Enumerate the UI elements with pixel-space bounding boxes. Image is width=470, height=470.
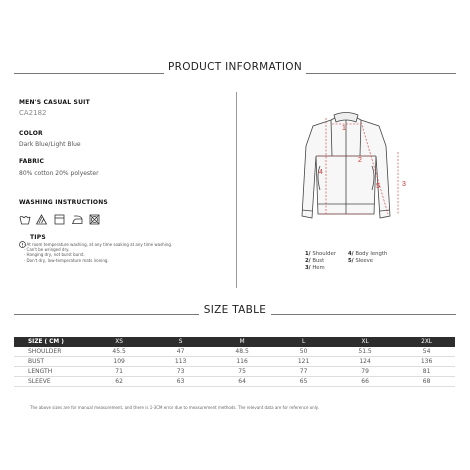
tumble-dry-icon [55, 215, 64, 224]
diagram-legend [305, 251, 435, 272]
washing-label: WASHING INSTRUCTIONS [19, 199, 108, 206]
legend-num: 3/ [305, 265, 311, 271]
measurement-note: The above sizes are for manual measurement, and there is 1-3CM error due to measurement methods. The relevant data are for reference only. [30, 405, 319, 410]
table-row [14, 367, 455, 377]
size-table-title: SIZE TABLE [203, 304, 267, 316]
header-cell: XL [332, 337, 398, 347]
marker-1: 1 [342, 125, 346, 132]
table-row [14, 357, 455, 367]
table-cell: 47 [152, 347, 209, 357]
row-label: BUST [14, 357, 86, 367]
table-cell: 79 [332, 367, 398, 377]
table-cell: 71 [86, 367, 152, 377]
no-dry-clean-icon [90, 215, 99, 224]
iron-icon [72, 216, 82, 224]
table-cell: 116 [209, 357, 275, 367]
tips-list [24, 242, 172, 263]
legend-text: Hem [312, 265, 325, 271]
header-rule-right [306, 73, 456, 74]
table-cell: 50 [275, 347, 332, 357]
table-cell: 77 [275, 367, 332, 377]
table-cell: 136 [398, 357, 455, 367]
table-cell: 124 [332, 357, 398, 367]
tip-item: · Can't be wringed dry. [24, 247, 172, 252]
tip-item: · Don't dry, low-temperature mats ironing. [24, 258, 172, 263]
table-row [14, 347, 455, 357]
marker-5: 5 [376, 183, 380, 190]
table-cell: 73 [152, 367, 209, 377]
tip-item: · At room temperature washing, at any time soaking at any time washing. [24, 242, 172, 247]
header-cell: M [209, 337, 275, 347]
legend-num: 5/ [348, 258, 354, 264]
legend-text: Sleeve [355, 258, 374, 264]
legend-text: Body length [355, 251, 388, 257]
product-code: CA2182 [19, 109, 47, 117]
table-cell: 51.5 [332, 347, 398, 357]
tips-label: TIPS [30, 234, 46, 241]
table-cell: 66 [332, 377, 398, 387]
page-title: PRODUCT INFORMATION [167, 61, 303, 73]
legend-num: 2/ [305, 258, 311, 264]
table-cell: 75 [209, 367, 275, 377]
table-cell: 109 [86, 357, 152, 367]
table-cell: 64 [209, 377, 275, 387]
header-cell: XS [86, 337, 152, 347]
table-cell: 63 [152, 377, 209, 387]
jacket-diagram [276, 106, 416, 226]
table-cell: 65 [275, 377, 332, 387]
washing-icons [19, 210, 109, 221]
marker-4: 4 [319, 169, 323, 176]
fabric-label: FABRIC [19, 158, 45, 165]
header-cell: 2XL [398, 337, 455, 347]
row-label: LENGTH [14, 367, 86, 377]
table-cell: 48.5 [209, 347, 275, 357]
size-table-header [14, 337, 455, 347]
size-rule-right [271, 314, 456, 315]
table-cell: 121 [275, 357, 332, 367]
marker-2: 2 [358, 157, 362, 164]
bleach-icon [37, 215, 47, 224]
legend-text: Bust [312, 258, 325, 264]
row-label: SHOULDER [14, 347, 86, 357]
color-value: Dark Blue/Light Blue [19, 141, 81, 148]
legend-text: Shoulder [312, 251, 336, 257]
legend-num: 4/ [348, 251, 354, 257]
tip-item: · Hanging dry, not burst burst. [24, 252, 172, 257]
table-cell: 45.5 [86, 347, 152, 357]
header-rule-left [14, 73, 164, 74]
table-cell: 113 [152, 357, 209, 367]
fabric-value: 80% cotton 20% polyester [19, 170, 99, 177]
product-name: MEN'S CASUAL SUIT [19, 99, 90, 106]
table-cell: 62 [86, 377, 152, 387]
header-cell: S [152, 337, 209, 347]
size-rule-left [14, 314, 199, 315]
row-label: SLEEVE [14, 377, 86, 387]
panel-divider [236, 92, 237, 288]
marker-3: 3 [402, 181, 406, 188]
header-cell: SIZE ( CM ) [14, 337, 86, 347]
table-row [14, 377, 455, 387]
wash-30-icon [20, 216, 30, 224]
table-cell: 68 [398, 377, 455, 387]
color-label: COLOR [19, 130, 43, 137]
table-cell: 81 [398, 367, 455, 377]
tips-icon [19, 233, 26, 240]
header-cell: L [275, 337, 332, 347]
legend-num: 1/ [305, 251, 311, 257]
size-table [14, 337, 455, 387]
table-cell: 54 [398, 347, 455, 357]
